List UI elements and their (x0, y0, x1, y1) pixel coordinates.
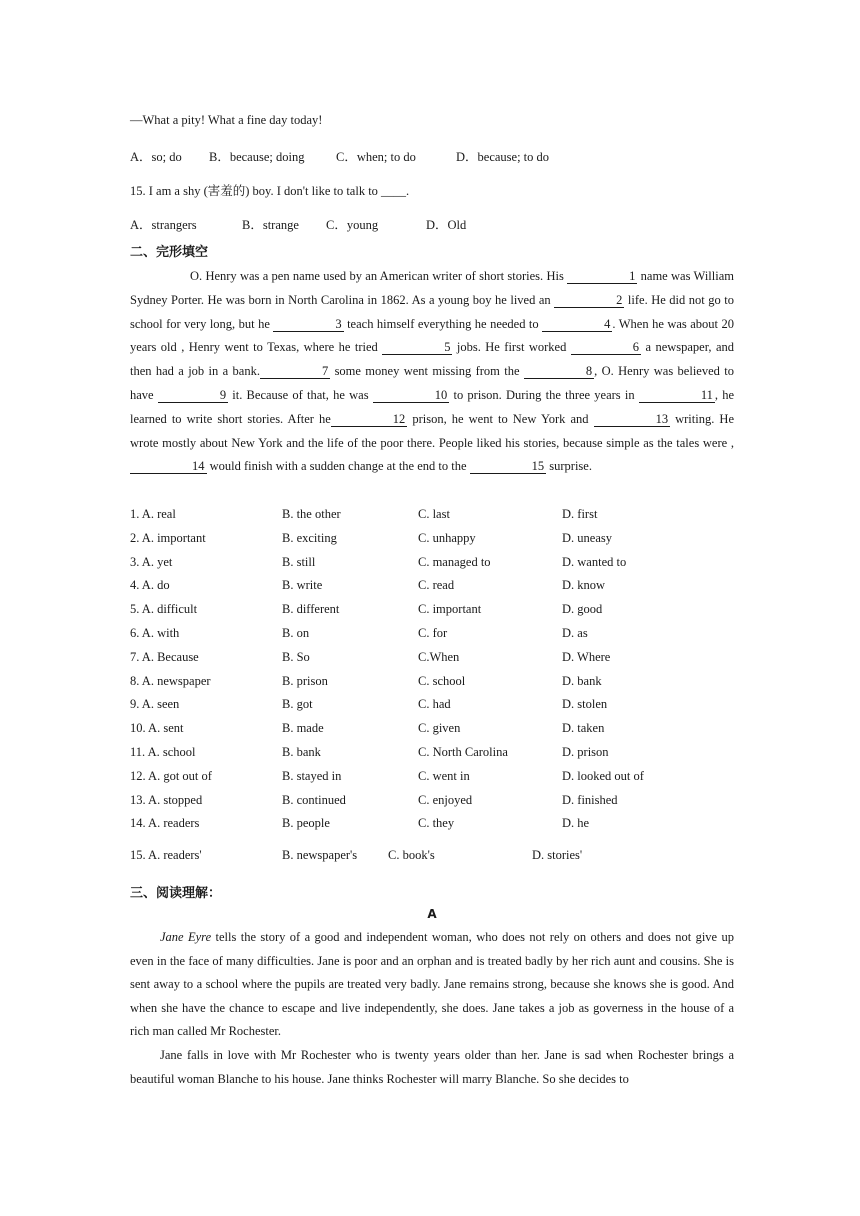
cloze-question-4 (130, 578, 734, 598)
q15-option-c: C．young (326, 218, 379, 232)
cloze-option-4-b: B. write (282, 578, 323, 593)
cloze-option-13-b: B. continued (282, 792, 346, 807)
cloze-blank-9[interactable]: 9 (158, 388, 228, 403)
cloze-option-15-d: D. stories' (532, 848, 583, 862)
cloze-question-6 (130, 626, 734, 646)
q14-option-c: C．when; to do (336, 150, 416, 164)
cloze-text: , he learned to write short stories. After he (130, 387, 734, 426)
q15-option-d: D．Old (426, 218, 467, 232)
q14-option-b: B．because; doing (209, 150, 305, 164)
cloze-text: life. He did not go to school for very long, but he (130, 292, 734, 331)
cloze-text: some money went missing from the (330, 364, 524, 379)
q14-option-d: D．because; to do (456, 150, 550, 164)
cloze-blank-12[interactable]: 12 (331, 412, 408, 427)
cloze-blank-14[interactable]: 14 (130, 459, 207, 474)
cloze-option-9-b: B. got (282, 697, 313, 712)
cloze-question-3 (130, 555, 734, 575)
cloze-option-7-c: C.When (418, 649, 460, 664)
cloze-option-11-a: 11. A. school (130, 745, 196, 759)
q14-options (130, 147, 734, 165)
cloze-option-9-c: C. had (418, 697, 451, 712)
cloze-option-9-a: 9. A. seen (130, 697, 180, 712)
cloze-question-12 (130, 769, 734, 789)
cloze-option-6-b: B. on (282, 626, 310, 640)
cloze-option-15-c: C. book's (388, 848, 435, 862)
cloze-text: teach himself everything he needed to (343, 316, 543, 331)
cloze-text: would finish with a sudden change at the end to the (206, 459, 470, 474)
q15-stem: 15. I am a shy (害羞的) boy. I don't like to talk to ____. (130, 184, 410, 198)
cloze-question-5 (130, 602, 734, 622)
cloze-blank-6[interactable]: 6 (571, 340, 641, 355)
cloze-option-10-d: D. taken (562, 721, 605, 736)
cloze-option-14-a: 14. A. readers (130, 816, 200, 831)
cloze-blank-13[interactable]: 13 (594, 412, 671, 427)
cloze-text: it. Because of that, he was (228, 387, 373, 402)
q15-option-b: B．strange (242, 218, 299, 232)
cloze-option-5-c: C. important (418, 602, 482, 617)
cloze-option-2-d: D. uneasy (562, 530, 612, 545)
cloze-text: name was William Sydney Porter. He was born in North Carolina in 1862. As a young boy he lived an (130, 269, 734, 307)
cloze-option-12-a: 12. A. got out of (130, 768, 212, 783)
cloze-option-14-c: C. they (418, 816, 455, 831)
cloze-blank-7[interactable]: 7 (260, 364, 330, 379)
cloze-text: a newspaper, and then had a job in a bank. (130, 340, 735, 379)
cloze-option-15-a: 15. A. readers' (130, 848, 202, 862)
q14-dialog: —What a pity! What a fine day today! (130, 113, 323, 127)
cloze-blank-2[interactable]: 2 (554, 293, 624, 308)
cloze-option-11-c: C. North Carolina (418, 745, 508, 759)
cloze-question-2 (130, 531, 734, 551)
cloze-question-13 (130, 793, 734, 813)
cloze-text: to prison. During the three years in (449, 387, 639, 402)
cloze-option-12-d: D. looked out of (562, 768, 644, 783)
passage-label: A (427, 907, 437, 921)
cloze-option-12-c: C. went in (418, 768, 470, 783)
cloze-option-3-d: D. wanted to (562, 554, 627, 569)
cloze-option-10-a: 10. A. sent (130, 721, 184, 736)
cloze-option-10-c: C. given (418, 721, 461, 736)
cloze-option-1-c: C. last (418, 507, 450, 521)
cloze-blank-8[interactable]: 8 (524, 364, 594, 379)
cloze-option-7-d: D. Where (562, 649, 611, 664)
cloze-text: jobs. He first worked (452, 340, 571, 355)
cloze-option-1-d: D. first (562, 507, 598, 521)
q15-options (130, 215, 734, 233)
cloze-option-7-a: 7. A. Because (130, 649, 199, 664)
cloze-blank-15[interactable]: 15 (470, 459, 547, 474)
q14-option-a: A．so; do (130, 150, 182, 164)
cloze-text: surprise. (546, 459, 592, 474)
cloze-option-6-d: D. as (562, 626, 588, 640)
cloze-passage (130, 265, 734, 479)
cloze-question-15 (130, 848, 734, 868)
cloze-blank-10[interactable]: 10 (373, 388, 450, 403)
cloze-paragraph (130, 265, 734, 479)
cloze-blank-5[interactable]: 5 (382, 340, 452, 355)
cloze-option-3-a: 3. A. yet (130, 554, 173, 569)
cloze-option-4-a: 4. A. do (130, 578, 170, 593)
cloze-text: prison, he went to New York and (407, 411, 594, 426)
cloze-blank-3[interactable]: 3 (273, 317, 343, 332)
section2-heading: 二、完形填空 (130, 245, 209, 260)
cloze-question-1 (130, 507, 734, 527)
cloze-option-1-a: 1. A. real (130, 507, 176, 521)
reading-passage (130, 926, 734, 1091)
cloze-option-2-a: 2. A. important (130, 530, 206, 545)
cloze-question-11 (130, 745, 734, 765)
cloze-option-12-b: B. stayed in (282, 768, 342, 783)
cloze-text: O. Henry was a pen name used by an American writer of short stories. His (190, 269, 568, 283)
reading-paragraph-2: Jane falls in love with Mr Rochester who is twenty years older than her. Jane is sad when Rochester brings a beautiful woman Blanche to his house. Jane thinks Rochester will marry Blanche. So she decides to (130, 1047, 734, 1086)
cloze-question-10 (130, 721, 734, 741)
cloze-blank-11[interactable]: 11 (639, 388, 715, 403)
cloze-option-5-a: 5. A. difficult (130, 602, 198, 617)
cloze-question-9 (130, 697, 734, 717)
cloze-blank-1[interactable]: 1 (567, 269, 637, 284)
cloze-question-8 (130, 674, 734, 694)
cloze-option-8-d: D. bank (562, 673, 602, 688)
cloze-option-6-a: 6. A. with (130, 626, 180, 640)
cloze-text: writing. He wrote mostly about New York and the life of the poor there. People liked his stories, because simple as the tales were , (130, 411, 734, 450)
cloze-option-13-a: 13. A. stopped (130, 792, 203, 807)
cloze-option-13-c: C. enjoyed (418, 792, 473, 807)
cloze-option-8-a: 8. A. newspaper (130, 673, 211, 688)
cloze-option-8-b: B. prison (282, 673, 328, 688)
section3-heading: 三、阅读理解： (130, 886, 222, 901)
q15-option-a: A．strangers (130, 218, 197, 232)
cloze-option-9-d: D. stolen (562, 697, 608, 712)
cloze-question-14 (130, 816, 734, 836)
cloze-option-14-b: B. people (282, 816, 330, 831)
cloze-option-4-d: D. know (562, 578, 606, 593)
cloze-option-1-b: B. the other (282, 507, 341, 521)
cloze-text: . When he was about 20 years old , Henry went to Texas, where he tried (130, 316, 734, 355)
cloze-option-3-c: C. managed to (418, 554, 491, 569)
cloze-option-11-d: D. prison (562, 745, 609, 759)
cloze-option-14-d: D. he (562, 816, 590, 831)
cloze-option-15-b: B. newspaper's (282, 848, 358, 862)
reading-paragraph-1 (130, 926, 734, 1044)
cloze-blank-4[interactable]: 4 (542, 317, 612, 332)
cloze-option-11-b: B. bank (282, 745, 321, 759)
cloze-question-7 (130, 650, 734, 670)
cloze-option-5-b: B. different (282, 602, 340, 617)
cloze-option-4-c: C. read (418, 578, 455, 593)
cloze-text: , O. Henry was believed to have (130, 364, 734, 402)
cloze-option-2-c: C. unhappy (418, 530, 476, 545)
cloze-option-7-b: B. So (282, 649, 310, 664)
cloze-option-2-b: B. exciting (282, 530, 337, 545)
cloze-option-8-c: C. school (418, 673, 466, 688)
cloze-option-10-b: B. made (282, 721, 324, 736)
cloze-option-5-d: D. good (562, 602, 603, 617)
reading-paragraph-1-text: tells the story of a good and independent woman, who does not rely on others and does not give up even in the face of many difficulties. Jane is poor and an orphan and is treated badly by her rich aunt and cousins. She is sent away to a school where the pupils are treated very badly. Jane remains strong, because she knows she is good. And when she have the chance to escape and live independently, she does. Jane takes a job as governess in the house of a rich man called Mr Rochester. (130, 930, 734, 1039)
cloze-option-6-c: C. for (418, 626, 448, 640)
book-title: Jane Eyre (160, 930, 212, 944)
cloze-option-3-b: B. still (282, 554, 316, 569)
cloze-option-13-d: D. finished (562, 792, 618, 807)
